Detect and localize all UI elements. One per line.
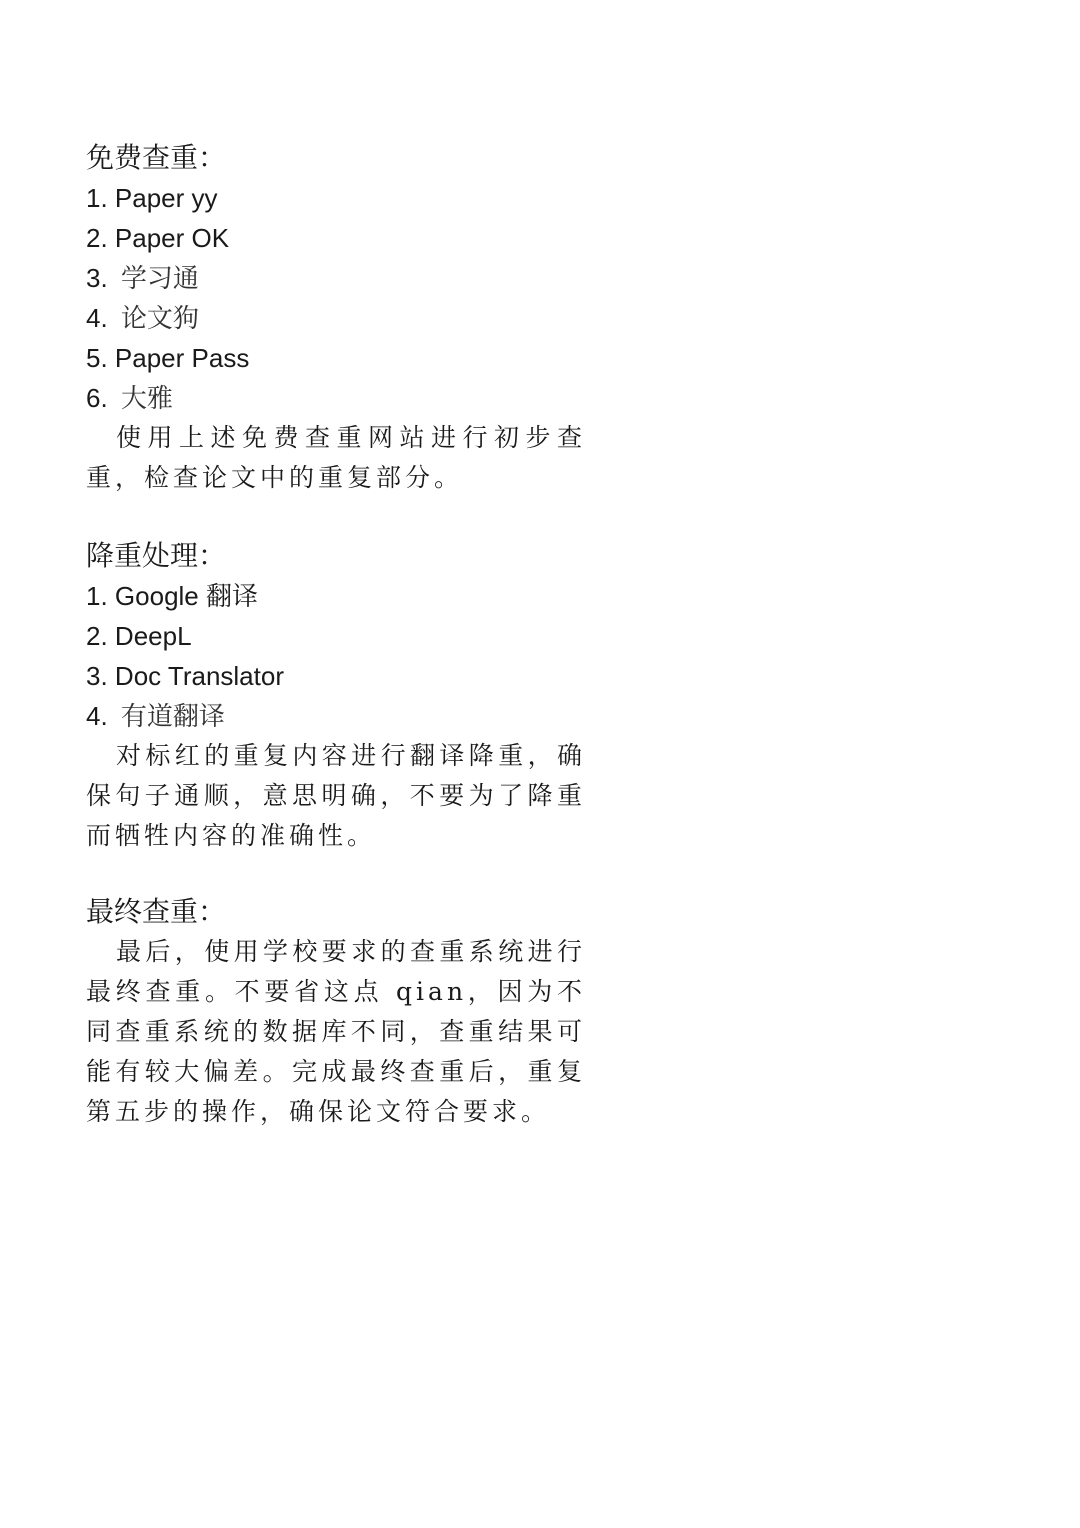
list-text: Paper OK <box>114 223 230 253</box>
list-text: DeepL <box>114 621 192 651</box>
list-number: 3. <box>86 263 108 293</box>
list-item <box>86 378 606 418</box>
list-item <box>86 298 606 338</box>
tool-list <box>86 576 606 736</box>
section-spacer <box>86 856 606 892</box>
section-paragraph: 使用上述免费查重网站进行初步查重，检查论文中的重复部分。 <box>86 423 586 492</box>
section-title: 免费查重： <box>86 141 227 174</box>
list-item <box>86 218 606 258</box>
list-text: 大雅 <box>120 384 173 414</box>
list-number: 6. <box>86 383 108 413</box>
section-title: 最终查重： <box>86 895 227 928</box>
list-number: 4. <box>86 303 108 333</box>
list-number: 1. <box>86 183 108 213</box>
list-number: 2. <box>86 621 108 651</box>
list-item <box>86 616 606 656</box>
section-rewrite <box>86 536 606 856</box>
section-free-check <box>86 138 606 498</box>
list-item <box>86 178 606 218</box>
list-number: 3. <box>86 661 108 691</box>
list-item <box>86 696 606 736</box>
list-text: Paper yy <box>114 183 218 213</box>
list-text: 论文狗 <box>120 304 199 334</box>
section-final-check <box>86 892 606 1132</box>
section-paragraph: 最后，使用学校要求的查重系统进行最终查重。不要省这点 qian，因为不同查重系统的数据库不同，查重结果可能有较大偏差。完成最终查重后，重复第五步的操作，确保论文符合要求。 <box>86 937 586 1126</box>
tool-list <box>86 178 606 418</box>
document-page <box>86 138 606 1132</box>
section-spacer <box>86 498 606 536</box>
list-text: Google 翻译 <box>114 581 258 611</box>
list-item <box>86 656 606 696</box>
list-text: 学习通 <box>120 264 199 294</box>
list-item <box>86 258 606 298</box>
list-number: 5. <box>86 343 108 373</box>
list-number: 4. <box>86 701 108 731</box>
list-item <box>86 576 606 616</box>
list-number: 2. <box>86 223 108 253</box>
list-number: 1. <box>86 581 108 611</box>
section-paragraph: 对标红的重复内容进行翻译降重，确保句子通顺，意思明确，不要为了降重而牺牲内容的准确性。 <box>86 741 586 850</box>
list-item <box>86 338 606 378</box>
section-title: 降重处理： <box>86 539 227 572</box>
list-text: Doc Translator <box>114 661 284 691</box>
list-text: 有道翻译 <box>120 702 225 732</box>
list-text: Paper Pass <box>114 343 250 373</box>
